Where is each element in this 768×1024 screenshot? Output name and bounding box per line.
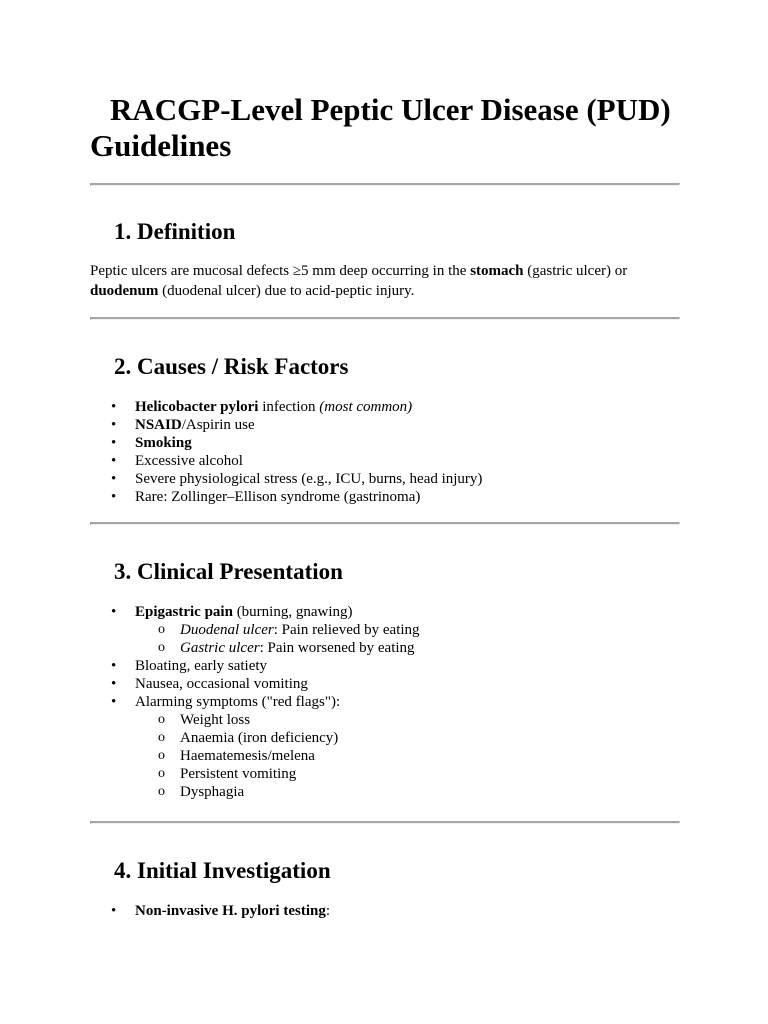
- item-bold: NSAID: [135, 417, 182, 433]
- item-text: Nausea, occasional vomiting: [135, 676, 308, 692]
- item-text: Weight loss: [180, 712, 251, 728]
- list-item: [90, 470, 482, 488]
- item-text: Bloating, early satiety: [135, 658, 268, 674]
- item-bold: Smoking: [135, 435, 192, 451]
- item-text: (burning, gnawing): [232, 604, 353, 620]
- item-text: Dysphagia: [180, 784, 245, 800]
- definition-text-after: (duodenal ulcer) due to acid-peptic injury.: [158, 282, 415, 299]
- item-bold: Helicobacter pylori: [135, 399, 259, 415]
- item-text: : Pain worsened by eating: [259, 640, 415, 656]
- definition-bold-stomach: stomach: [470, 263, 524, 279]
- list-item: [90, 434, 482, 452]
- item-italic: Duodenal ulcer: [180, 622, 274, 638]
- sublist-item: [135, 639, 420, 657]
- document-title: RACGP-Level Peptic Ulcer Disease (PUD) Guidelines: [90, 92, 671, 163]
- list-item: [90, 416, 482, 434]
- item-text: Haematemesis/melena: [180, 748, 315, 764]
- definition-text-before: Peptic ulcers are mucosal defects ≥5 mm deep occurring in the: [90, 263, 471, 279]
- definition-bold-duodenum: duodenum: [90, 282, 159, 299]
- list-item: [90, 675, 420, 693]
- item-italic: Gastric ulcer: [180, 640, 260, 656]
- definition-paragraph: [90, 262, 678, 301]
- section-divider: [90, 183, 680, 186]
- heading-causes: 2. Causes / Risk Factors: [114, 354, 349, 379]
- list-item: [90, 398, 482, 416]
- list-item: [90, 902, 330, 920]
- definition-text-middle: (gastric ulcer) or: [523, 263, 628, 279]
- item-italic: (most common): [319, 399, 413, 415]
- sublist-item: [135, 621, 420, 639]
- item-text: Anaemia (iron deficiency): [180, 730, 339, 746]
- section-divider: [90, 821, 680, 824]
- item-text: Rare: Zollinger–Ellison syndrome (gastrinoma): [135, 489, 421, 505]
- sublist: [135, 621, 420, 657]
- section-divider: [90, 317, 680, 320]
- item-bold: Non-invasive H. pylori testing: [135, 903, 326, 919]
- list-item: [90, 657, 420, 675]
- sublist-item: [135, 747, 420, 765]
- sublist-item: [135, 783, 420, 801]
- sublist-item: [135, 765, 420, 783]
- item-text: Persistent vomiting: [180, 766, 297, 782]
- sublist-item: [135, 729, 420, 747]
- list-item: [90, 488, 482, 506]
- item-text: Alarming symptoms ("red flags"):: [135, 694, 341, 710]
- item-text: /Aspirin use: [181, 417, 255, 433]
- list-item: [90, 693, 420, 801]
- list-item: [90, 452, 482, 470]
- item-text: Severe physiological stress (e.g., ICU, burns, head injury): [135, 471, 483, 487]
- causes-list: [90, 398, 482, 506]
- section-divider: [90, 522, 680, 525]
- item-text: Excessive alcohol: [135, 453, 243, 469]
- item-text: : Pain relieved by eating: [273, 622, 420, 638]
- sublist-item: [135, 711, 420, 729]
- clinical-list: [90, 603, 420, 801]
- heading-definition: 1. Definition: [114, 219, 236, 244]
- item-bold: Epigastric pain: [135, 604, 233, 620]
- item-text: :: [325, 903, 331, 919]
- heading-clinical-presentation: 3. Clinical Presentation: [114, 559, 343, 584]
- investigation-list: [90, 902, 330, 920]
- sublist: [135, 711, 420, 801]
- item-text: infection: [258, 399, 320, 415]
- list-item: [90, 603, 420, 657]
- heading-initial-investigation: 4. Initial Investigation: [114, 858, 331, 883]
